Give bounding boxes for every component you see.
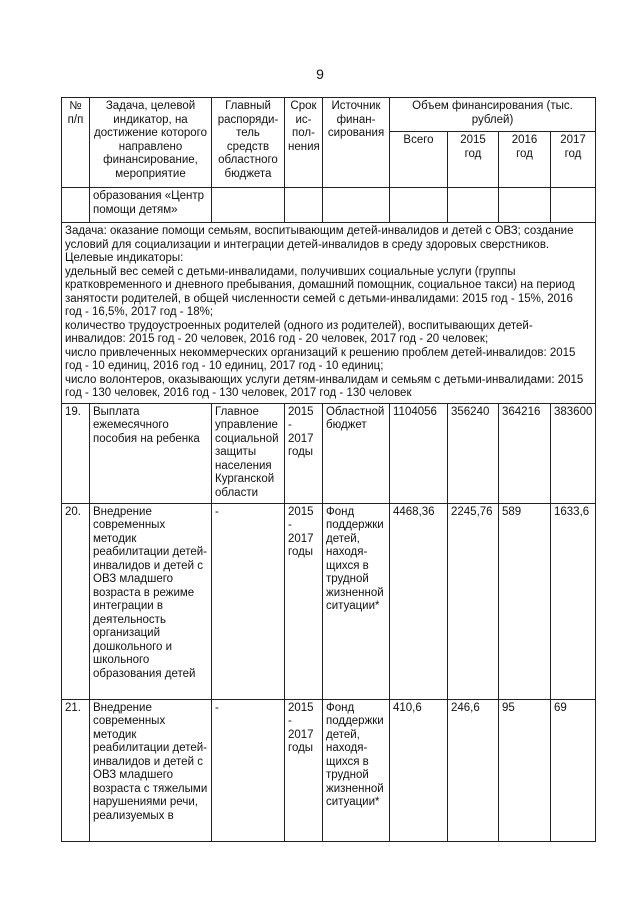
row-2016: 95 bbox=[499, 699, 551, 841]
row-2015: 246,6 bbox=[448, 699, 499, 841]
row-2017: 383600 bbox=[551, 403, 596, 503]
row-num: 21. bbox=[62, 699, 90, 841]
header-2016: 2016 год bbox=[499, 132, 551, 188]
task-line: удельный вес семей с детьми-инвалидами, получивших социальные услуги (группы кратковременного и дневного пребывания, домашний помощник, социальное такси) на период занятости родителей, в общей численности семей с детьми-инвалидами: 2015 год - 15%, 2016 год - 16,5%, 2017 год - 18%; bbox=[65, 265, 575, 318]
task-line: количество трудоустроенных родителей (одного из родителей), воспитывающих детей-инвалидов: 2015 год - 20 человек, 2016 год - 20 человек, 2017 год - 20 человек; bbox=[65, 319, 533, 345]
header-total: Всего bbox=[390, 132, 448, 188]
row-num: 19. bbox=[62, 403, 90, 503]
table-row bbox=[62, 699, 596, 841]
row-manager: Главное управление социальной защиты населения Курганской области bbox=[212, 403, 285, 503]
row-source: Фонд поддержки детей, находя-щихся в трудной жизненной ситуации* bbox=[323, 503, 390, 699]
task-line: Целевые индикаторы: bbox=[65, 252, 184, 264]
row-2016: 589 bbox=[499, 503, 551, 699]
header-source: Источник финан-сирования bbox=[323, 98, 390, 188]
task-block bbox=[62, 223, 596, 404]
header-2017: 2017 год bbox=[551, 132, 596, 188]
table-row bbox=[62, 403, 596, 503]
row-total: 1104056 bbox=[390, 403, 448, 503]
header-manager: Главный распоряди-тель средств областного бюджета bbox=[212, 98, 285, 188]
row-source: Областной бюджет bbox=[323, 403, 390, 503]
row-2017: 1633,6 bbox=[551, 503, 596, 699]
table-row bbox=[62, 503, 596, 699]
row-num: 20. bbox=[62, 503, 90, 699]
row-term: 2015 - 2017 годы bbox=[285, 699, 323, 841]
continuation-task: образования «Центр помощи детям» bbox=[90, 188, 212, 223]
row-2015: 2245,76 bbox=[448, 503, 499, 699]
task-line: число привлеченных некоммерческих организаций к решению проблем детей-инвалидов: 2015 год - 10 единиц, 2016 год - 10 единиц, 2017 год - 10 единиц; bbox=[65, 346, 576, 372]
row-2015: 356240 bbox=[448, 403, 499, 503]
header-2015: 2015 год bbox=[448, 132, 499, 188]
task-block-row bbox=[62, 223, 596, 404]
row-task: Внедрение современных методик реабилитации детей-инвалидов и детей с ОВЗ младшего возраста с тяжелыми нарушениями речи, реализуемых в bbox=[90, 699, 212, 841]
row-2016: 364216 bbox=[499, 403, 551, 503]
header-volume: Объем финансирования (тыс. рублей) bbox=[390, 98, 596, 132]
page-number: 9 bbox=[316, 66, 324, 82]
row-manager: - bbox=[212, 699, 285, 841]
continuation-row bbox=[62, 188, 596, 223]
financing-table bbox=[61, 97, 596, 842]
header-num: № п/п bbox=[62, 98, 90, 188]
header-task: Задача, целевой индикатор, на достижение которого направлено финансирование, мероприятие bbox=[90, 98, 212, 188]
task-line: Задача: оказание помощи семьям, воспитывающим детей-инвалидов и детей с ОВЗ; создание условий для социализации и интеграции детей-инвалидов в среду здоровых сверстников. bbox=[65, 225, 574, 251]
row-term: 2015 - 2017 годы bbox=[285, 403, 323, 503]
row-task: Внедрение современных методик реабилитации детей-инвалидов и детей с ОВЗ младшего возраста в режиме интеграции в деятельность организаций дошкольного и школьного образования детей bbox=[90, 503, 212, 699]
task-line: число волонтеров, оказывающих услуги детям-инвалидам и семьям с детьми-инвалидами: 2015 год - 130 человек, 2016 год - 130 человек, 2017 год - 130 человек bbox=[65, 373, 584, 399]
row-source: Фонд поддержки детей, находя-щихся в трудной жизненной ситуации* bbox=[323, 699, 390, 841]
row-term: 2015 - 2017 годы bbox=[285, 503, 323, 699]
row-total: 410,6 bbox=[390, 699, 448, 841]
row-task: Выплата ежемесячного пособия на ребенка bbox=[90, 403, 212, 503]
row-manager: - bbox=[212, 503, 285, 699]
row-2017: 69 bbox=[551, 699, 596, 841]
row-total: 4468,36 bbox=[390, 503, 448, 699]
header-term: Срок ис-пол-нения bbox=[285, 98, 323, 188]
